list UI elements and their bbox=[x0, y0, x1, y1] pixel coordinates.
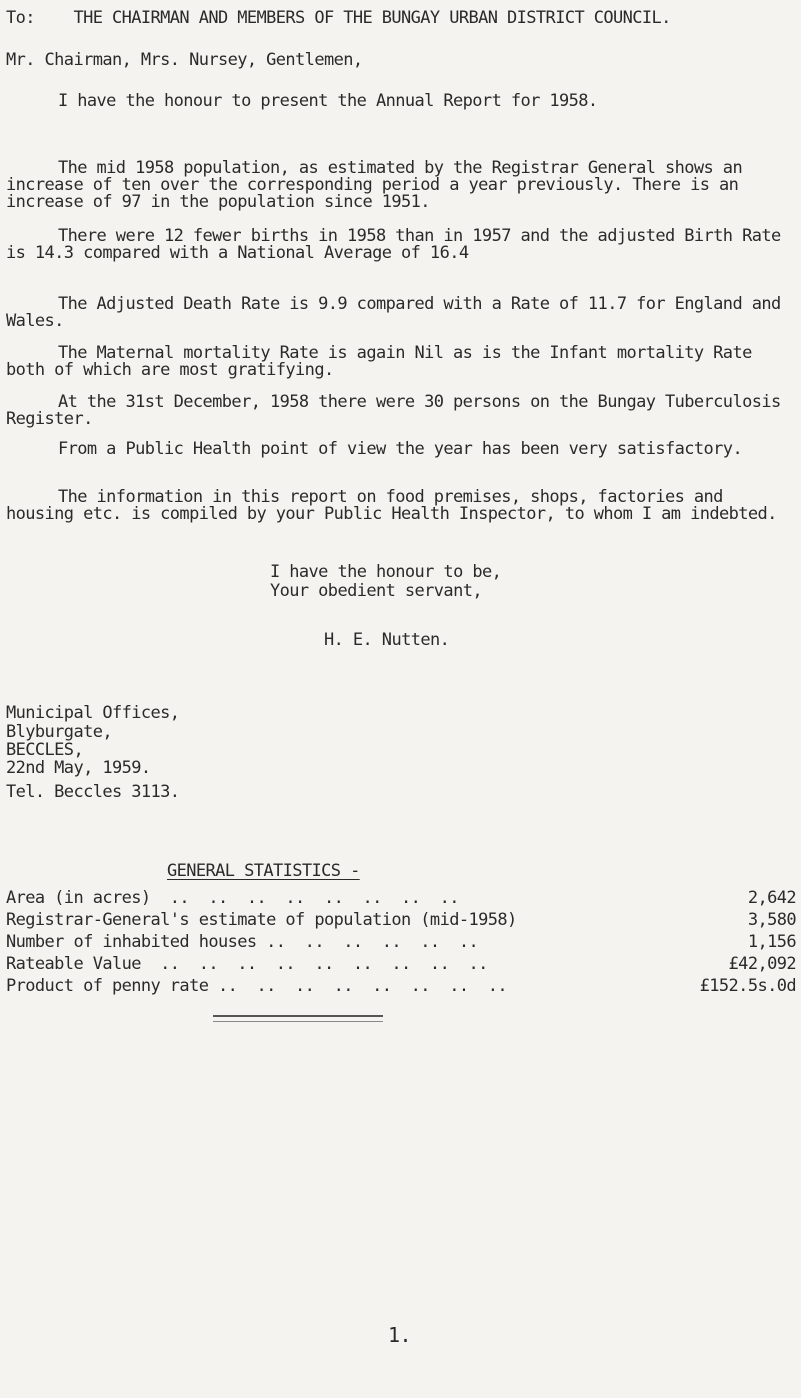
stats-label: Area (in acres) .. .. .. .. .. .. .. .. bbox=[6, 888, 459, 908]
stats-value: 1,156 bbox=[747, 932, 796, 952]
divider-rule bbox=[213, 1015, 383, 1022]
stats-row bbox=[6, 887, 796, 909]
paragraph-births: There were 12 fewer births in 1958 than in 1957 and the adjusted Birth Rate is 14.3 compared with a National Average of 16.4 bbox=[6, 226, 781, 263]
stats-row bbox=[6, 975, 796, 997]
salutation: Mr. Chairman, Mrs. Nursey, Gentlemen, bbox=[6, 50, 363, 70]
page-number: 1. bbox=[388, 1323, 411, 1347]
closing-line-1: I have the honour to be, bbox=[270, 562, 502, 582]
address-telephone: Tel. Beccles 3113. bbox=[6, 782, 180, 802]
stats-value: 2,642 bbox=[747, 888, 796, 908]
closing-line-2: Your obedient servant, bbox=[270, 581, 482, 601]
address-line-3: BECCLES, bbox=[6, 740, 84, 760]
stats-value: £152.5s.0d bbox=[699, 976, 796, 996]
stats-value: £42,092 bbox=[728, 954, 796, 974]
paragraph-mortality: The Maternal mortality Rate is again Nil as is the Infant mortality Rate both of which are most gratifying. bbox=[6, 343, 752, 380]
signature-name: H. E. Nutten. bbox=[324, 630, 450, 650]
address-date: 22nd May, 1959. bbox=[6, 758, 151, 778]
stats-row bbox=[6, 953, 796, 975]
stats-title: GENERAL STATISTICS - bbox=[167, 861, 360, 881]
stats-table bbox=[6, 887, 796, 997]
stats-row bbox=[6, 909, 796, 931]
stats-label: Registrar-General's estimate of population (mid-1958) bbox=[6, 910, 517, 930]
paragraph-information: The information in this report on food premises, shops, factories and housing etc. is compiled by your Public Health Inspector, to whom I am indebted. bbox=[6, 487, 777, 524]
stats-value: 3,580 bbox=[747, 910, 796, 930]
paragraph-public-health: From a Public Health point of view the year has been very satisfactory. bbox=[58, 439, 743, 459]
stats-label: Rateable Value .. .. .. .. .. .. .. .. .. bbox=[6, 954, 488, 974]
addressee-line: To: THE CHAIRMAN AND MEMBERS OF THE BUNGAY URBAN DISTRICT COUNCIL. bbox=[6, 8, 671, 28]
stats-row bbox=[6, 931, 796, 953]
paragraph-death-rate: The Adjusted Death Rate is 9.9 compared with a Rate of 11.7 for England and Wales. bbox=[6, 294, 781, 331]
paragraph-intro: I have the honour to present the Annual Report for 1958. bbox=[58, 91, 598, 111]
paragraph-population: The mid 1958 population, as estimated by the Registrar General shows an increase of ten over the corresponding period a year previously. There is an increase of 97 in the population since 1951. bbox=[6, 158, 743, 212]
address-line-1: Municipal Offices, bbox=[6, 703, 180, 723]
stats-label: Number of inhabited houses .. .. .. .. .. .. bbox=[6, 932, 479, 952]
stats-label: Product of penny rate .. .. .. .. .. .. .. .. bbox=[6, 976, 508, 996]
address-line-2: Blyburgate, bbox=[6, 722, 112, 742]
paragraph-tuberculosis: At the 31st December, 1958 there were 30 persons on the Bungay Tuberculosis Register. bbox=[6, 392, 781, 429]
